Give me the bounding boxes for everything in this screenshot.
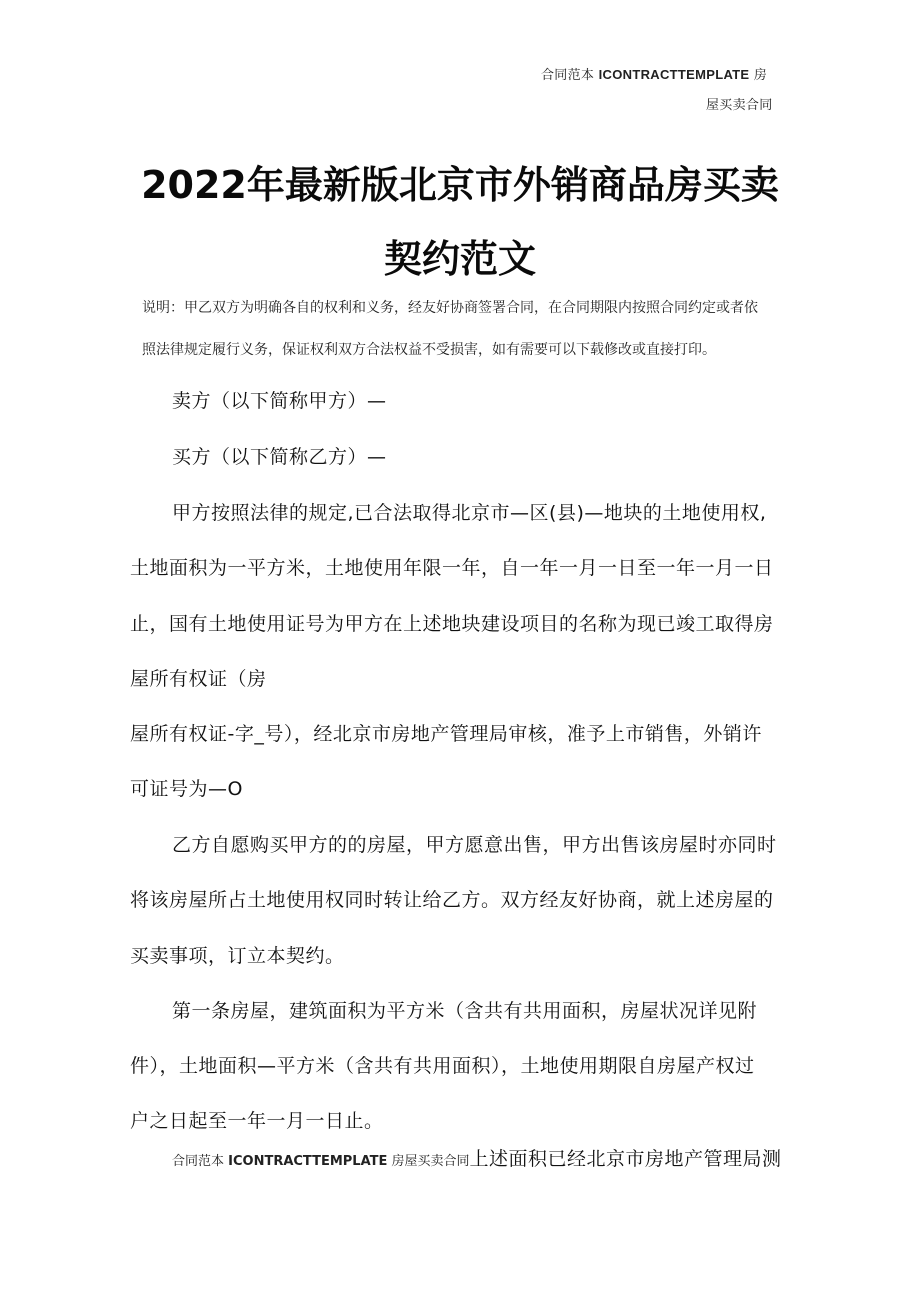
paragraph-2-line-1: 乙方自愿购买甲方的的房屋，甲方愿意出售，甲方出售该房屋时亦同时	[172, 834, 777, 856]
header-en-label: ICONTRACTTEMPLATE	[598, 67, 750, 82]
paragraph-1-line-1: 甲方按照法律的规定,已合法取得北京市—区(县)—地块的土地使用权,	[172, 502, 767, 524]
header-line-2: 屋买卖合同	[706, 98, 773, 113]
footer-line	[172, 1144, 782, 1171]
footer-suffix: 房屋买卖合同	[387, 1154, 470, 1169]
page-title-line-1: 2022年最新版北京市外销商品房买卖	[141, 163, 779, 207]
footer-text: 上述面积已经北京市房地产管理局测	[469, 1148, 782, 1170]
buyer-line: 买方（以下简称乙方）—	[172, 446, 387, 468]
page-title-line-2: 契约范文	[383, 237, 536, 281]
paragraph-1-line-5: 屋所有权证-字_号），经北京市房地产管理局审核，准予上市销售，外销许	[130, 723, 762, 745]
paragraph-2-line-3: 买卖事项，订立本契约。	[130, 945, 345, 967]
footer-en-label: ICONTRACTTEMPLATE	[228, 1154, 388, 1169]
paragraph-3-line-2: 件），土地面积—平方米（含共有共用面积），土地使用期限自房屋产权过	[130, 1055, 755, 1077]
paragraph-3-line-3: 户之日起至一年一月一日止。	[130, 1110, 384, 1132]
header-line-1	[541, 64, 767, 83]
paragraph-1-line-3: 止，国有土地使用证号为甲方在上述地块建设项目的名称为现已竣工取得房	[130, 613, 774, 635]
paragraph-1-line-2: 土地面积为一平方米，土地使用年限一年，自一年一月一日至一年一月一日	[130, 557, 774, 579]
paragraph-3-line-1: 第一条房屋，建筑面积为平方米（含共有共用面积，房屋状况详见附	[172, 1000, 758, 1022]
header-suffix: 房	[749, 68, 768, 83]
header-prefix: 合同范本	[541, 68, 599, 83]
note-line-2: 照法律规定履行义务，保证权利双方合法权益不受损害，如有需要可以下载修改或直接打印。	[142, 342, 716, 358]
paragraph-2-line-2: 将该房屋所占土地使用权同时转让给乙方。双方经友好协商，就上述房屋的	[130, 889, 774, 911]
note-line-1: 说明：甲乙双方为明确各自的权利和义务，经友好协商签署合同，在合同期限内按照合同约定或者依	[142, 300, 758, 316]
paragraph-1-line-6: 可证号为—O	[130, 778, 243, 800]
paragraph-1-line-4: 屋所有权证（房	[130, 668, 267, 690]
seller-line: 卖方（以下简称甲方）—	[172, 390, 387, 412]
footer-prefix: 合同范本	[172, 1154, 229, 1169]
